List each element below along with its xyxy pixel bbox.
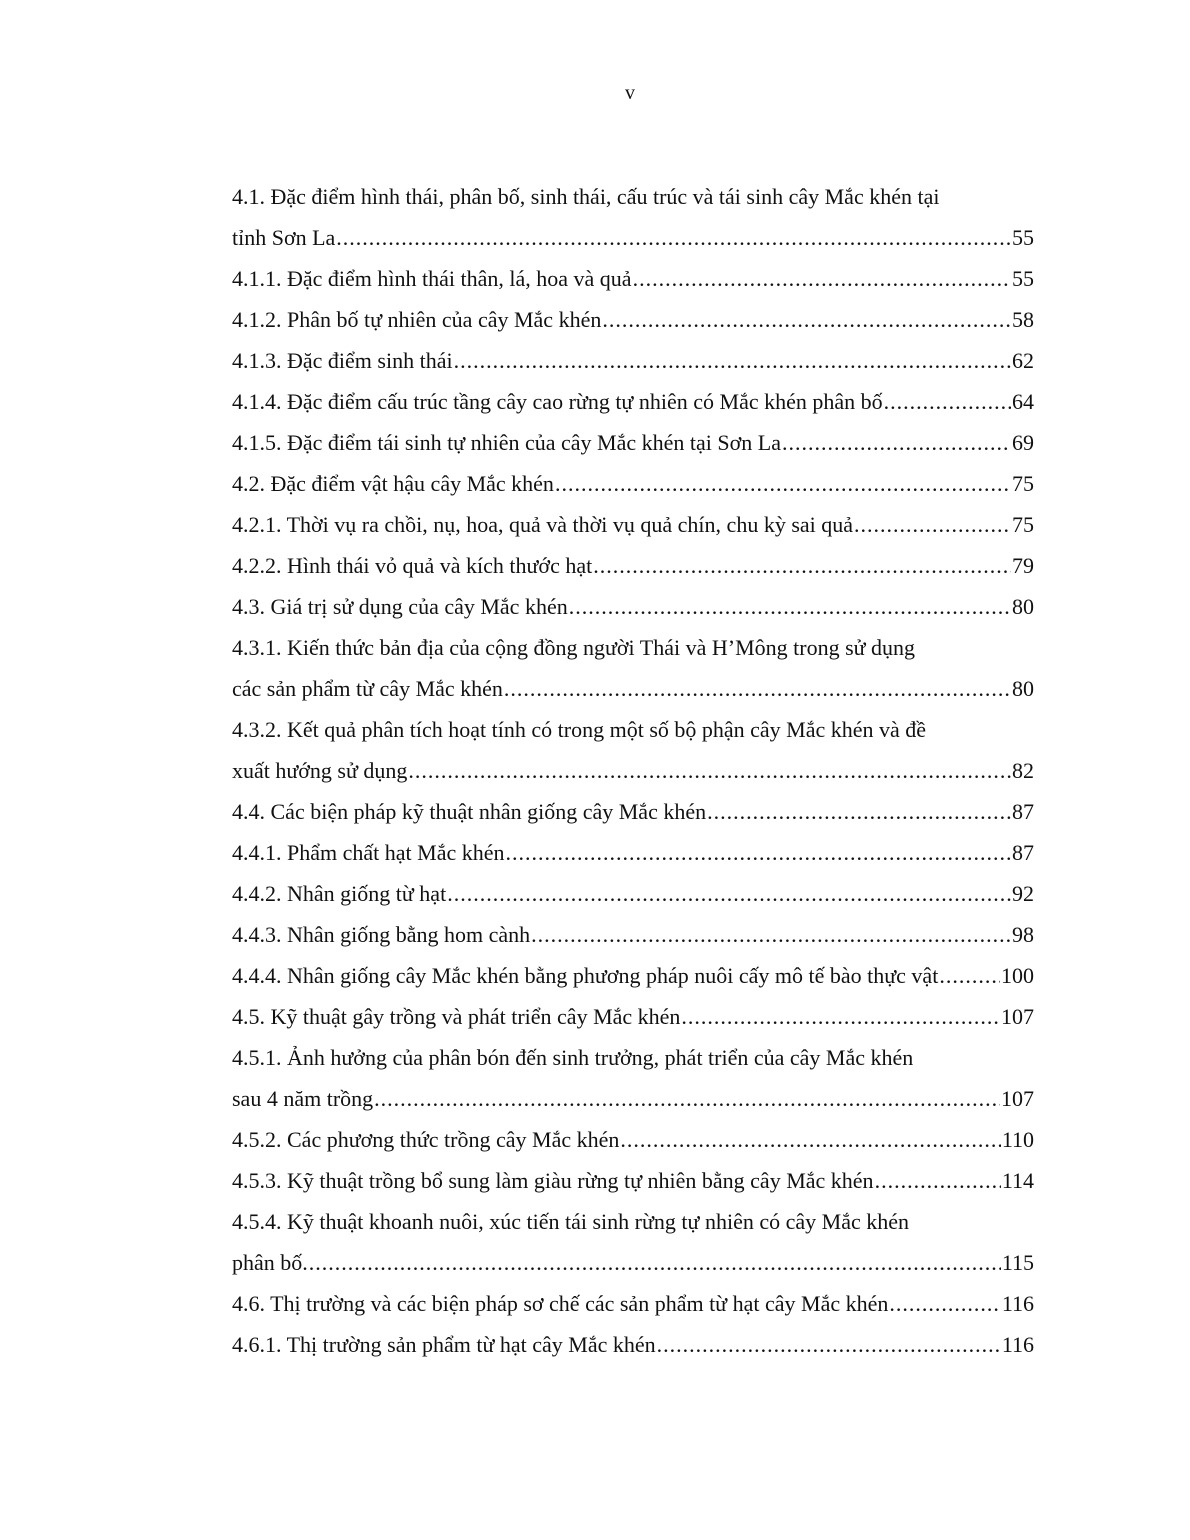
toc-entry-page-number: 75 bbox=[1012, 471, 1034, 496]
toc-entry-title: 4.4.1. Phẩm chất hạt Mắc khén bbox=[232, 840, 505, 865]
dot-leader bbox=[506, 832, 1012, 873]
toc-entry-title: 4.1.2. Phân bố tự nhiên của cây Mắc khén bbox=[232, 307, 602, 332]
toc-entry[interactable] bbox=[232, 586, 1034, 627]
dot-leader bbox=[620, 1119, 1000, 1160]
toc-entry-page-number: 110 bbox=[1001, 1127, 1034, 1152]
toc-entry-title: 4.6.1. Thị trường sản phẩm từ hạt cây Mắc khén bbox=[232, 1332, 656, 1357]
toc-entry[interactable] bbox=[232, 463, 1034, 504]
toc-entry-title: 4.1.1. Đặc điểm hình thái thân, lá, hoa và quả bbox=[232, 266, 632, 291]
dot-leader bbox=[884, 381, 1011, 422]
toc-entry-title: xuất hướng sử dụng bbox=[232, 758, 408, 783]
toc-entry-title: tỉnh Sơn La bbox=[232, 225, 336, 250]
dot-leader bbox=[408, 750, 1011, 791]
dot-leader bbox=[782, 422, 1011, 463]
toc-entry-row bbox=[232, 1283, 1034, 1324]
dot-leader bbox=[939, 955, 1000, 996]
toc-entry-row bbox=[232, 1078, 1034, 1119]
toc-entry-page-number: 114 bbox=[1001, 1168, 1034, 1193]
toc-entry-title: 4.2.2. Hình thái vỏ quả và kích thước hạt bbox=[232, 553, 593, 578]
toc-entry-title-line: 4.3.2. Kết quả phân tích hoạt tính có trong một số bộ phận cây Mắc khén và đề bbox=[232, 717, 927, 742]
toc-entry[interactable] bbox=[232, 914, 1034, 955]
toc-entry-title: 4.3. Giá trị sử dụng của cây Mắc khén bbox=[232, 594, 568, 619]
dot-leader bbox=[593, 545, 1011, 586]
toc-entry-page-number: 80 bbox=[1012, 594, 1034, 619]
dot-leader bbox=[531, 914, 1011, 955]
dot-leader bbox=[854, 504, 1011, 545]
toc-entry-row bbox=[232, 668, 1034, 709]
toc-entry-row bbox=[232, 996, 1034, 1037]
toc-entry-row bbox=[232, 422, 1034, 463]
toc-entry[interactable] bbox=[232, 955, 1034, 996]
toc-entry-title: 4.4.3. Nhân giống bằng hom cành bbox=[232, 922, 531, 947]
dot-leader bbox=[569, 586, 1011, 627]
toc-entry[interactable] bbox=[232, 1119, 1034, 1160]
toc-entry-title-line: 4.1. Đặc điểm hình thái, phân bố, sinh thái, cấu trúc và tái sinh cây Mắc khén tại bbox=[232, 184, 940, 209]
toc-entry[interactable] bbox=[232, 381, 1034, 422]
toc-entry-page-number: 92 bbox=[1012, 881, 1034, 906]
dot-leader bbox=[309, 1242, 1001, 1283]
toc-entry[interactable] bbox=[232, 422, 1034, 463]
dot-leader bbox=[681, 996, 1000, 1037]
toc-entry[interactable] bbox=[232, 996, 1034, 1037]
toc-entry[interactable] bbox=[232, 1037, 1034, 1119]
page-number: v bbox=[625, 82, 635, 104]
toc-entry-page-number: 64 bbox=[1012, 389, 1034, 414]
toc-entry-page-number: 98 bbox=[1012, 922, 1034, 947]
toc-entry[interactable] bbox=[232, 1283, 1034, 1324]
toc-entry-page-number: 55 bbox=[1012, 225, 1034, 250]
toc-entry-row bbox=[232, 955, 1034, 996]
toc-entry-title: 4.2.1. Thời vụ ra chồi, nụ, hoa, quả và thời vụ quả chín, chu kỳ sai quả bbox=[232, 512, 854, 537]
dot-leader bbox=[707, 791, 1011, 832]
dot-leader bbox=[633, 258, 1011, 299]
toc-entry-title: 4.5. Kỹ thuật gây trồng và phát triển cây Mắc khén bbox=[232, 1004, 681, 1029]
dot-leader bbox=[374, 1078, 1000, 1119]
toc-entry-title: sau 4 năm trồng bbox=[232, 1086, 374, 1111]
toc-entry-row bbox=[232, 299, 1034, 340]
toc-entry-row bbox=[232, 217, 1034, 258]
toc-entry-row bbox=[232, 750, 1034, 791]
toc-entry-page-number: 107 bbox=[1001, 1004, 1034, 1029]
toc-entry[interactable] bbox=[232, 627, 1034, 709]
toc-entry-title: các sản phẩm từ cây Mắc khén bbox=[232, 676, 503, 701]
dot-leader bbox=[504, 668, 1011, 709]
toc-entry-page-number: 75 bbox=[1012, 512, 1034, 537]
toc-entry-title: 4.2. Đặc điểm vật hậu cây Mắc khén bbox=[232, 471, 554, 496]
toc-entry-title: 4.1.5. Đặc điểm tái sinh tự nhiên của cây Mắc khén tại Sơn La bbox=[232, 430, 781, 455]
toc-entry-title: 4.6. Thị trường và các biện pháp sơ chế các sản phẩm từ hạt cây Mắc khén bbox=[232, 1291, 889, 1316]
toc-entry-page-number: 87 bbox=[1012, 840, 1034, 865]
dot-leader bbox=[602, 299, 1011, 340]
toc-entry-title: 4.1.4. Đặc điểm cấu trúc tầng cây cao rừng tự nhiên có Mắc khén phân bố bbox=[232, 389, 883, 414]
toc-entry-page-number: 62 bbox=[1012, 348, 1034, 373]
toc-entry-row bbox=[232, 463, 1034, 504]
toc-entry[interactable] bbox=[232, 832, 1034, 873]
dot-leader bbox=[447, 873, 1011, 914]
toc-entry-title: 4.4.4. Nhân giống cây Mắc khén bằng phương pháp nuôi cấy mô tế bào thực vật bbox=[232, 963, 939, 988]
toc-entry-row bbox=[232, 1242, 1034, 1283]
dot-leader bbox=[875, 1160, 1001, 1201]
toc-entry[interactable] bbox=[232, 299, 1034, 340]
toc-entry-page-number: 79 bbox=[1012, 553, 1034, 578]
toc-entry-title: 4.5.3. Kỹ thuật trồng bổ sung làm giàu rừng tự nhiên bằng cây Mắc khén bbox=[232, 1168, 874, 1193]
toc-entry-row bbox=[232, 340, 1034, 381]
dot-leader bbox=[889, 1283, 1000, 1324]
toc-entry-title-line: 4.3.1. Kiến thức bản địa của cộng đồng người Thái và H’Mông trong sử dụng bbox=[232, 635, 916, 660]
dot-leader bbox=[657, 1324, 1001, 1365]
toc-entry-row bbox=[232, 545, 1034, 586]
toc-entry-title: 4.4.2. Nhân giống từ hạt bbox=[232, 881, 447, 906]
toc-entry-title: 4.5.2. Các phương thức trồng cây Mắc khén bbox=[232, 1127, 620, 1152]
toc-entry[interactable] bbox=[232, 545, 1034, 586]
toc-entry[interactable] bbox=[232, 791, 1034, 832]
toc-entry-page-number: 82 bbox=[1012, 758, 1034, 783]
toc-entry-row bbox=[232, 873, 1034, 914]
dot-leader bbox=[336, 217, 1011, 258]
toc-entry-title: phân bố. bbox=[232, 1250, 308, 1275]
toc-entry[interactable] bbox=[232, 176, 1034, 258]
toc-entry-page-number: 69 bbox=[1012, 430, 1034, 455]
toc-entry[interactable] bbox=[232, 709, 1034, 791]
toc-entry-row bbox=[232, 791, 1034, 832]
toc-entry-page-number: 58 bbox=[1012, 307, 1034, 332]
toc-entry-title: 4.4. Các biện pháp kỹ thuật nhân giống cây Mắc khén bbox=[232, 799, 707, 824]
toc-entry-row bbox=[232, 914, 1034, 955]
toc-entry[interactable] bbox=[232, 873, 1034, 914]
toc-entry[interactable] bbox=[232, 504, 1034, 545]
toc-entry-page-number: 107 bbox=[1001, 1086, 1034, 1111]
toc-entry[interactable] bbox=[232, 1324, 1034, 1365]
toc-entry-row bbox=[232, 1119, 1034, 1160]
toc-entry-row bbox=[232, 832, 1034, 873]
toc-entry[interactable] bbox=[232, 340, 1034, 381]
dot-leader bbox=[555, 463, 1011, 504]
toc-entry-page-number: 100 bbox=[1001, 963, 1034, 988]
toc-entry-row bbox=[232, 1160, 1034, 1201]
toc-entry-row bbox=[232, 504, 1034, 545]
toc-entry[interactable] bbox=[232, 1201, 1034, 1283]
toc-entry-row bbox=[232, 381, 1034, 422]
toc-entry-row bbox=[232, 258, 1034, 299]
toc-entry-title-line: 4.5.1. Ảnh hưởng của phân bón đến sinh trưởng, phát triển của cây Mắc khén bbox=[232, 1045, 914, 1070]
toc-entry-title: 4.1.3. Đặc điểm sinh thái bbox=[232, 348, 453, 373]
toc-entry-page-number: 55 bbox=[1012, 266, 1034, 291]
toc-entry-row bbox=[232, 586, 1034, 627]
toc-entry-page-number: 80 bbox=[1012, 676, 1034, 701]
table-of-contents bbox=[232, 176, 1034, 1365]
toc-entry[interactable] bbox=[232, 258, 1034, 299]
toc-entry-title-line: 4.5.4. Kỹ thuật khoanh nuôi, xúc tiến tái sinh rừng tự nhiên có cây Mắc khén bbox=[232, 1209, 909, 1234]
toc-entry-page-number: 116 bbox=[1001, 1332, 1034, 1357]
toc-entry-page-number: 116 bbox=[1001, 1291, 1034, 1316]
dot-leader bbox=[454, 340, 1011, 381]
toc-entry-page-number: 87 bbox=[1012, 799, 1034, 824]
toc-entry-row bbox=[232, 1324, 1034, 1365]
toc-entry-page-number: 115 bbox=[1001, 1250, 1034, 1275]
toc-entry[interactable] bbox=[232, 1160, 1034, 1201]
